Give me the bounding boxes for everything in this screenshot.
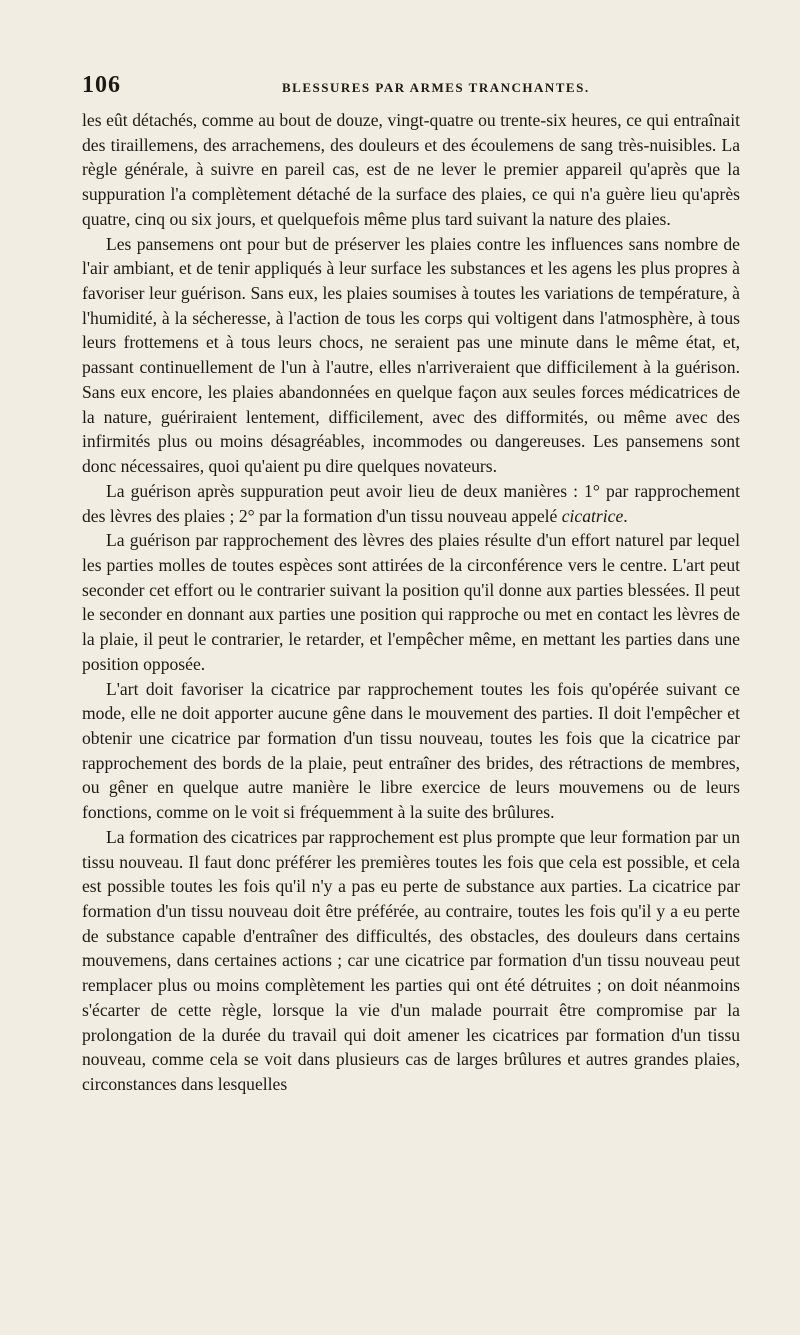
paragraph-text-end: . — [623, 505, 628, 526]
italic-term: cicatrice — [561, 505, 624, 526]
page-number: 106 — [82, 72, 121, 98]
paragraph-guerison-manieres — [82, 479, 740, 528]
paragraph-formation-cicatrices: La formation des cicatrices par rapprochement est plus prompte que leur formation par un tissu nouveau. Il faut donc préférer les premières toutes les fois que cela est possible, et cela est possible toutes les fois qu'il n'y a pas eu perte de substance aux parties. La cicatrice par formation d'un tissu nouveau doit être préférée, au contraire, toutes les fois qu'il y a eu perte de substance capable d'entraîner des difficultés, des obstacles, des douleurs dans certains mouvemens, dans certaines actions ; car une cicatrice par formation d'un tissu nouveau peut remplacer plus ou moins complètement les parties qui ont été détruites ; on doit néanmoins s'écarter de cette règle, lorsque la vie d'un malade pourrait être compromise par la prolongation de la durée du travail qui doit amener les cicatrices par formation d'un tissu nouveau, comme cela se voit dans plusieurs cas de larges brûlures et autres grandes plaies, circonstances dans lesquelles — [82, 826, 740, 1095]
paragraph-rapprochement: La guérison par rapprochement des lèvres des plaies résulte d'un effort naturel par lequel les parties molles de toutes espèces sont attirées de la circonférence vers le centre. L'art peut seconder cet effort ou le contrarier suivant la position qu'il donne aux parties blessées. Il peut le seconder en donnant aux parties une position qui rapproche ou met en contact les lèvres de la plaie, il peut le contrarier, le retarder, et l'empêcher même, en mettant les parties dans une position opposée. — [82, 530, 740, 674]
running-title: BLESSURES PAR ARMES TRANCHANTES. — [282, 80, 590, 95]
paragraph-text: La guérison après suppuration peut avoir lieu de deux manières : 1° par rapprochement des lèvres des plaies ; 2° par la formation d'un tissu nouveau appelé — [82, 480, 740, 526]
body-text — [82, 108, 740, 1097]
paragraph-art-favoriser: L'art doit favoriser la cicatrice par rapprochement toutes les fois qu'opérée suivant ce mode, elle ne doit apporter aucune gêne dans le mouvement des parties. Il doit l'empêcher et obtenir une cicatrice par formation d'un tissu nouveau, toutes les fois que la cicatrice par rapprochement des bords de la plaie, peut entraîner des brides, des rétractions de membres, ou gêner en quelque autre manière le libre exercice de leurs mouvemens ou de leurs fonctions, comme on le voit si fréquemment à la suite des brûlures. — [82, 678, 740, 823]
running-head — [82, 72, 740, 108]
paragraph-continuation: les eût détachés, comme au bout de douze, vingt-quatre ou trente-six heures, ce qui entraînait des tiraillemens, des arrachemens, des douleurs et des écoulemens de sang très-nuisibles. La règle générale, à suivre en pareil cas, est de ne lever le premier appareil qu'après que la suppuration l'a complètement détaché de la surface des plaies, ce qui n'a guère lieu qu'après quatre, cinq ou six jours, et quelquefois même plus tard suivant la nature des plaies. — [82, 110, 740, 229]
paragraph-pansemens: Les pansemens ont pour but de préserver les plaies contre les influences sans nombre de l'air ambiant, et de tenir appliqués à leur surface les substances et les agens les plus propres à favoriser leur guérison. Sans eux, les plaies soumises à toutes les variations de température, à l'humidité, à la sécheresse, à l'action de tous les corps qui voltigent dans l'atmosphère, à tous leurs frottemens et à tous leurs chocs, ne seraient pas une minute dans le même état, et, passant continuellement de l'un à l'autre, elles n'arriveraient que difficilement à la guérison. Sans eux encore, les plaies abandonnées en quelque façon aux seules forces médicatrices de la nature, guériraient lentement, difficilement, avec des difformités, ou même avec des infirmités plus ou moins désagréables, incommodes ou dangereuses. Les pansemens sont donc nécessaires, quoi qu'aient pu dire quelques novateurs. — [82, 233, 740, 477]
